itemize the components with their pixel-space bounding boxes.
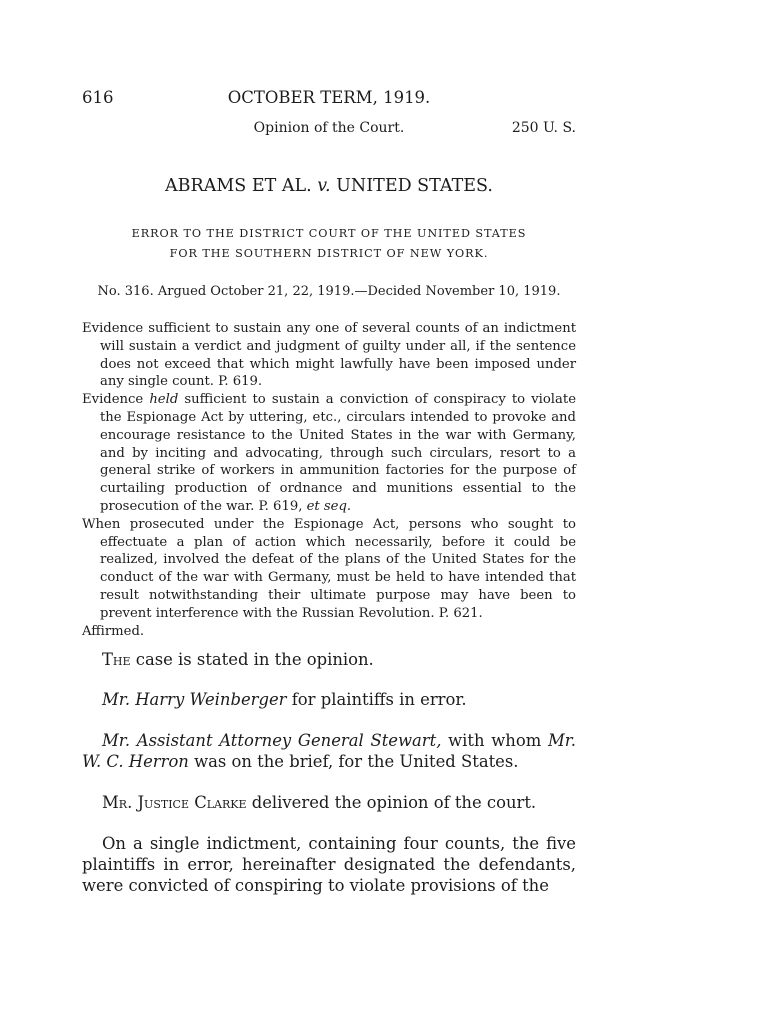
justice-name: Mr. Justice Clarke: [102, 793, 247, 812]
brief-counsel-name: Mr. W. C. Herron: [82, 731, 576, 771]
plaintiffs-counsel-text: for plaintiffs in error.: [286, 690, 467, 709]
page-number: 616: [82, 88, 114, 107]
reporter-citation: 250 U. S.: [511, 120, 576, 136]
headnote-2-part-b: sufficient to sustain a conviction of conspiracy to violate the Espionage Act by uttering, etc., circulars intended to provoke and encourage resistance to the United States in the war with Germany, and by inciting and advocating, through such circulars, resort to a general strike of workers in ammunition factories for the purpose of curtailing production of ordnance and munitions essential to the prosecution of the war. P. 619,: [100, 392, 576, 514]
error-line-2: FOR THE SOUTHERN DISTRICT OF NEW YORK.: [169, 247, 489, 260]
disposition: Affirmed.: [82, 623, 145, 639]
error-line-1: ERROR TO THE DISTRICT COURT OF THE UNITED STATES: [131, 227, 527, 240]
case-stated-paragraph: [82, 649, 576, 670]
government-counsel-text: was on the brief, for the United States.: [188, 752, 519, 771]
headnote-2: [82, 391, 576, 516]
government-counsel-name: Mr. Assistant Attorney General Stewart,: [102, 731, 442, 750]
case-stated-lead: The: [102, 650, 131, 669]
docket-line: No. 316. Argued October 21, 22, 1919.—Decided November 10, 1919.: [97, 284, 561, 299]
headnote-1: Evidence sufficient to sustain any one of several counts of an indictment will sustain a verdict and judgment of guilty under all, if the sentence does not exceed that which might lawfully have been imposed under any single count. P. 619.: [82, 321, 576, 390]
case-stated-text: case is stated in the opinion.: [130, 650, 374, 669]
headnotes: [82, 320, 576, 640]
opinion-author-text: delivered the opinion of the court.: [246, 793, 537, 812]
case-title: [82, 176, 576, 196]
section-subhead: [82, 120, 576, 140]
case-title-part1: ABRAMS ET AL.: [165, 176, 318, 196]
headnote-2-held: held: [149, 392, 179, 408]
opinion-author-paragraph: [82, 792, 576, 813]
counsel-plaintiffs-paragraph: [82, 689, 576, 710]
section-label: Opinion of the Court.: [253, 120, 405, 136]
headnote-3: When prosecuted under the Espionage Act, persons who sought to effectuate a plan of action which necessarily, before it could be realized, involved the defeat of the plans of the United States for the conduct of the war with Germany, must be held to have intended that result notwithstanding their ultimate purpose may have been to prevent interference with the Russian Revolution. P. 621.: [82, 516, 576, 621]
plaintiffs-counsel-name: Mr. Harry Weinberger: [102, 690, 287, 709]
opinion-first-paragraph: On a single indictment, containing four counts, the five plaintiffs in error, hereinafter designated the defendants, were convicted of conspiring to violate provisions of the: [82, 834, 576, 895]
headnote-2-et-seq: et seq.: [306, 498, 352, 514]
term-heading: OCTOBER TERM, 1919.: [227, 88, 431, 107]
case-title-part2: UNITED STATES.: [330, 176, 493, 196]
running-head: [82, 88, 576, 110]
case-title-versus: v.: [317, 176, 331, 196]
counsel-government-paragraph: [82, 730, 576, 772]
headnote-2-part-a: Evidence: [82, 392, 150, 408]
government-counsel-mid: with whom: [441, 731, 548, 750]
